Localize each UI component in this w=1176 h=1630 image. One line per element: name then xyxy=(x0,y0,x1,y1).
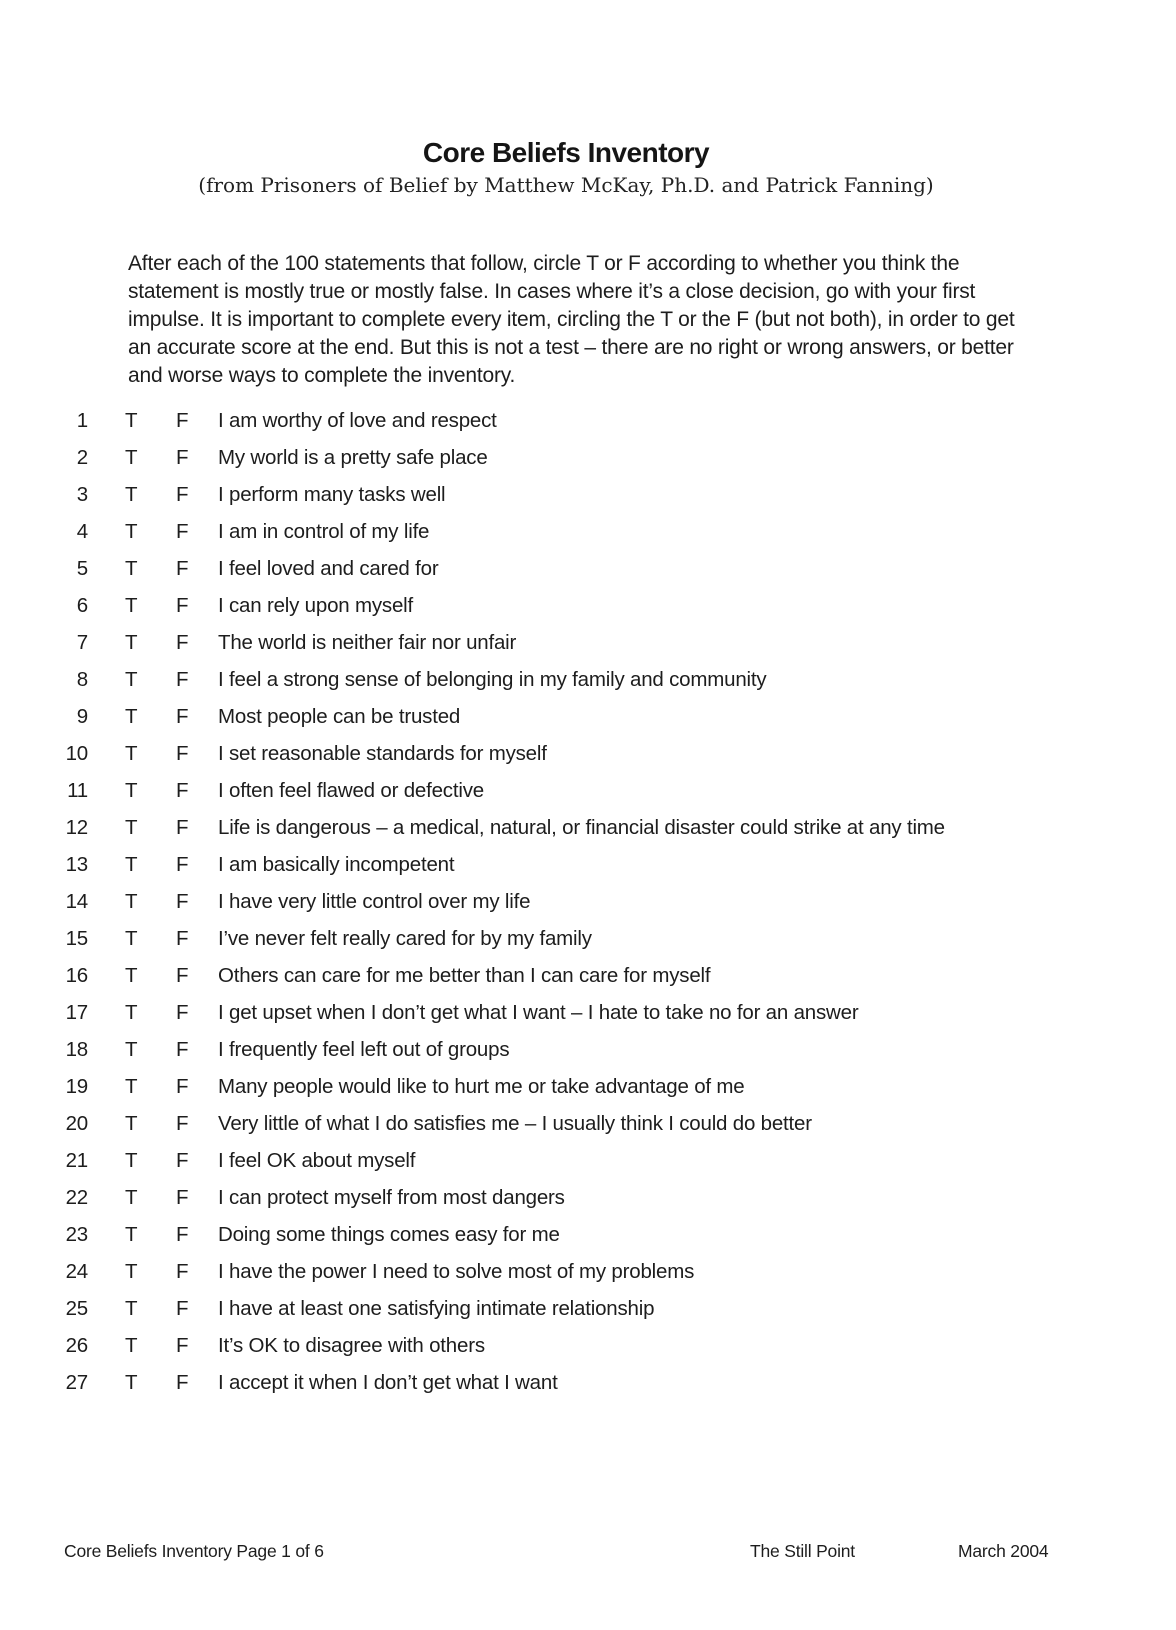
true-option[interactable]: T xyxy=(125,1260,138,1283)
false-option[interactable]: F xyxy=(176,853,189,876)
statement-row xyxy=(62,1334,1116,1371)
item-statement: Life is dangerous – a medical, natural, or financial disaster could strike at any time xyxy=(218,816,945,839)
true-option[interactable]: T xyxy=(125,1334,138,1357)
item-statement: I feel loved and cared for xyxy=(218,557,439,580)
footer-org-label: The Still Point xyxy=(750,1541,855,1561)
false-option[interactable]: F xyxy=(176,1149,189,1172)
item-statement: I have very little control over my life xyxy=(218,890,531,913)
false-option[interactable]: F xyxy=(176,483,189,506)
false-option[interactable]: F xyxy=(176,964,189,987)
false-option[interactable]: F xyxy=(176,705,189,728)
item-number: 1 xyxy=(76,409,88,432)
item-number: 5 xyxy=(76,557,88,580)
item-number: 6 xyxy=(76,594,88,617)
true-option[interactable]: T xyxy=(125,1371,138,1394)
item-statement: I get upset when I don’t get what I want – I hate to take no for an answer xyxy=(218,1001,859,1024)
statement-row xyxy=(62,705,1116,742)
statement-row xyxy=(62,520,1116,557)
statement-row xyxy=(62,1001,1116,1038)
item-statement: Very little of what I do satisfies me – I usually think I could do better xyxy=(218,1112,812,1135)
item-number: 24 xyxy=(65,1260,88,1283)
statement-row xyxy=(62,1260,1116,1297)
item-number: 22 xyxy=(65,1186,88,1209)
false-option[interactable]: F xyxy=(176,1112,189,1135)
true-option[interactable]: T xyxy=(125,927,138,950)
statement-list xyxy=(62,409,1116,1408)
statement-row xyxy=(62,409,1116,446)
page-footer xyxy=(64,1541,1068,1565)
statement-row xyxy=(62,446,1116,483)
item-number: 2 xyxy=(76,446,88,469)
statement-row xyxy=(62,927,1116,964)
item-number: 19 xyxy=(65,1075,88,1098)
false-option[interactable]: F xyxy=(176,520,189,543)
true-option[interactable]: T xyxy=(125,1297,138,1320)
statement-row xyxy=(62,1149,1116,1186)
item-number: 12 xyxy=(65,816,88,839)
false-option[interactable]: F xyxy=(176,1075,189,1098)
false-option[interactable]: F xyxy=(176,1297,189,1320)
item-statement: I have at least one satisfying intimate relationship xyxy=(218,1297,655,1320)
item-number: 11 xyxy=(67,779,88,802)
false-option[interactable]: F xyxy=(176,927,189,950)
true-option[interactable]: T xyxy=(125,594,138,617)
false-option[interactable]: F xyxy=(176,816,189,839)
item-number: 10 xyxy=(65,742,88,765)
false-option[interactable]: F xyxy=(176,1001,189,1024)
item-statement: I feel a strong sense of belonging in my family and community xyxy=(218,668,767,691)
false-option[interactable]: F xyxy=(176,557,189,580)
statement-row xyxy=(62,1223,1116,1260)
statement-row xyxy=(62,1371,1116,1408)
item-statement: I can rely upon myself xyxy=(218,594,413,617)
item-number: 9 xyxy=(76,705,88,728)
item-statement: I’ve never felt really cared for by my family xyxy=(218,927,592,950)
statement-row xyxy=(62,557,1116,594)
item-statement: Others can care for me better than I can care for myself xyxy=(218,964,711,987)
false-option[interactable]: F xyxy=(176,1260,189,1283)
true-option[interactable]: T xyxy=(125,779,138,802)
false-option[interactable]: F xyxy=(176,1371,189,1394)
statement-row xyxy=(62,1112,1116,1149)
true-option[interactable]: T xyxy=(125,1223,138,1246)
statement-row xyxy=(62,1075,1116,1112)
false-option[interactable]: F xyxy=(176,779,189,802)
footer-date-label: March 2004 xyxy=(958,1541,1049,1561)
item-statement: I feel OK about myself xyxy=(218,1149,416,1172)
item-number: 27 xyxy=(65,1371,88,1394)
footer-page-label: Core Beliefs Inventory Page 1 of 6 xyxy=(64,1541,324,1561)
statement-row xyxy=(62,964,1116,1001)
statement-row xyxy=(62,890,1116,927)
item-statement: Doing some things comes easy for me xyxy=(218,1223,560,1246)
item-number: 14 xyxy=(65,890,88,913)
false-option[interactable]: F xyxy=(176,742,189,765)
item-statement: I often feel flawed or defective xyxy=(218,779,484,802)
page-title: Core Beliefs Inventory xyxy=(422,137,710,168)
false-option[interactable]: F xyxy=(176,1186,189,1209)
statement-row xyxy=(62,594,1116,631)
true-option[interactable]: T xyxy=(125,742,138,765)
statement-row xyxy=(62,742,1116,779)
statement-row xyxy=(62,483,1116,520)
item-number: 21 xyxy=(65,1149,88,1172)
statement-row xyxy=(62,1297,1116,1334)
item-statement: I am basically incompetent xyxy=(218,853,455,876)
true-option[interactable]: T xyxy=(125,483,138,506)
true-option[interactable]: T xyxy=(125,705,138,728)
false-option[interactable]: F xyxy=(176,631,189,654)
item-statement: Many people would like to hurt me or take advantage of me xyxy=(218,1075,745,1098)
item-statement: My world is a pretty safe place xyxy=(218,446,488,469)
true-option[interactable]: T xyxy=(125,557,138,580)
statement-row xyxy=(62,1038,1116,1075)
true-option[interactable]: T xyxy=(125,816,138,839)
true-option[interactable]: T xyxy=(125,853,138,876)
document-header xyxy=(64,137,1068,198)
item-statement: I am worthy of love and respect xyxy=(218,409,497,432)
item-statement: I can protect myself from most dangers xyxy=(218,1186,565,1209)
false-option[interactable]: F xyxy=(176,1223,189,1246)
item-number: 20 xyxy=(65,1112,88,1135)
false-option[interactable]: F xyxy=(176,409,189,432)
item-statement: I frequently feel left out of groups xyxy=(218,1038,510,1061)
item-number: 16 xyxy=(65,964,88,987)
item-statement: I set reasonable standards for myself xyxy=(218,742,547,765)
false-option[interactable]: F xyxy=(176,446,189,469)
statement-row xyxy=(62,631,1116,668)
item-statement: The world is neither fair nor unfair xyxy=(218,631,517,654)
item-statement: I am in control of my life xyxy=(218,520,430,543)
item-statement: I have the power I need to solve most of my problems xyxy=(218,1260,695,1283)
false-option[interactable]: F xyxy=(176,1334,189,1357)
true-option[interactable]: T xyxy=(125,446,138,469)
statement-row xyxy=(62,816,1116,853)
true-option[interactable]: T xyxy=(125,1038,138,1061)
false-option[interactable]: F xyxy=(176,594,189,617)
item-number: 18 xyxy=(65,1038,88,1061)
true-option[interactable]: T xyxy=(125,1112,138,1135)
false-option[interactable]: F xyxy=(176,1038,189,1061)
true-option[interactable]: T xyxy=(125,1075,138,1098)
statement-row xyxy=(62,1186,1116,1223)
item-number: 4 xyxy=(76,520,88,543)
item-number: 15 xyxy=(65,927,88,950)
true-option[interactable]: T xyxy=(125,631,138,654)
true-option[interactable]: T xyxy=(125,964,138,987)
item-statement: It’s OK to disagree with others xyxy=(218,1334,485,1357)
true-option[interactable]: T xyxy=(125,668,138,691)
item-statement: Most people can be trusted xyxy=(218,705,461,728)
true-option[interactable]: T xyxy=(125,1001,138,1024)
item-number: 17 xyxy=(65,1001,88,1024)
statement-row xyxy=(62,668,1116,705)
item-statement: I accept it when I don’t get what I want xyxy=(218,1371,558,1394)
item-number: 3 xyxy=(76,483,88,506)
true-option[interactable]: T xyxy=(125,1186,138,1209)
statement-row xyxy=(62,779,1116,816)
item-number: 13 xyxy=(65,853,88,876)
item-number: 7 xyxy=(76,631,88,654)
statement-row xyxy=(62,853,1116,890)
true-option[interactable]: T xyxy=(125,890,138,913)
instructions-paragraph: After each of the 100 statements that follow, circle T or F according to whether you think the statement is mostly true or mostly false. In cases where it’s a close decision, go with your first impulse. It is important to complete every item, circling the T or the F (but not both), in order to get an accurate score at the end. But this is not a test – there are no right or wrong answers, or better and worse ways to complete the inventory. xyxy=(128,252,1015,387)
item-number: 8 xyxy=(76,668,88,691)
true-option[interactable]: T xyxy=(125,1149,138,1172)
page-subtitle: (from Prisoners of Belief by Matthew McKay, Ph.D. and Patrick Fanning) xyxy=(198,173,934,197)
false-option[interactable]: F xyxy=(176,890,189,913)
item-number: 25 xyxy=(65,1297,88,1320)
item-statement: I perform many tasks well xyxy=(218,483,446,506)
false-option[interactable]: F xyxy=(176,668,189,691)
true-option[interactable]: T xyxy=(125,409,138,432)
item-number: 26 xyxy=(65,1334,88,1357)
true-option[interactable]: T xyxy=(125,520,138,543)
item-number: 23 xyxy=(65,1223,88,1246)
